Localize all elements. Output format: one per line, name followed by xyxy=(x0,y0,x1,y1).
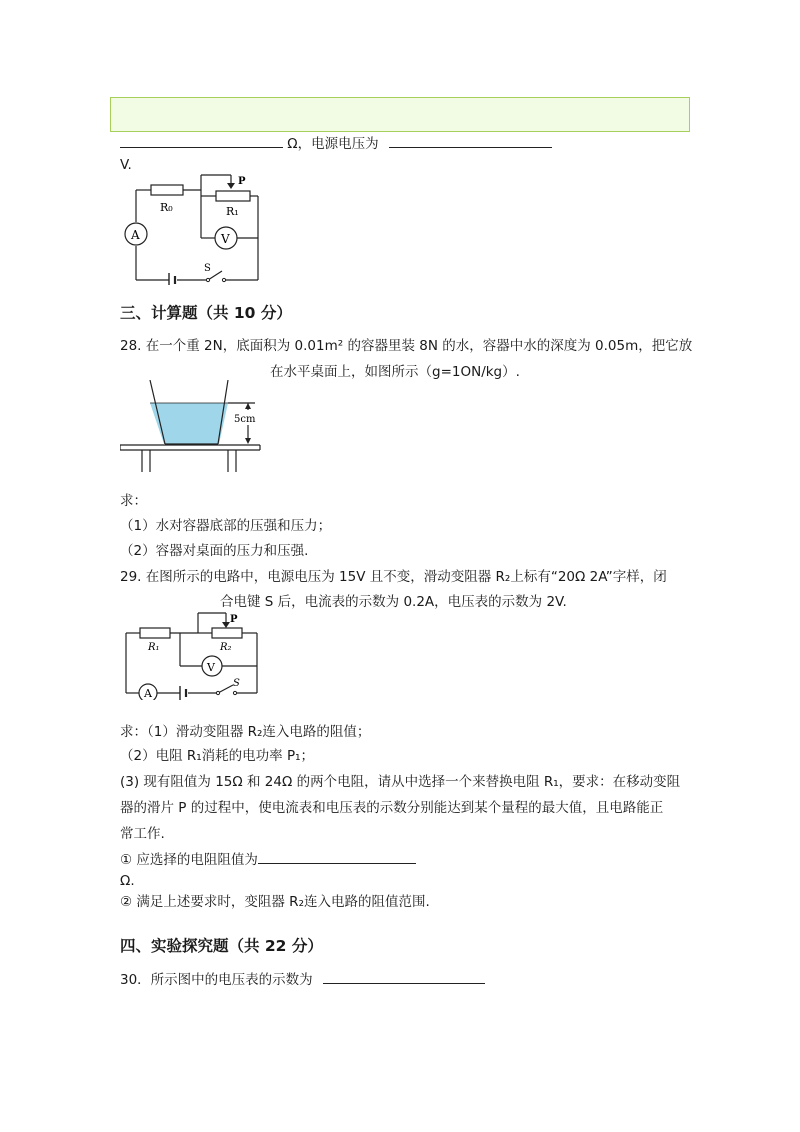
q29-item1-unit: Ω. xyxy=(120,873,135,889)
circuit-diagram-1 xyxy=(118,170,268,285)
q28-sub1: （1）水对容器底部的压强和压力； xyxy=(120,518,332,534)
answer-blank-voltmeter-reading[interactable] xyxy=(323,969,485,984)
q28-sub2: （2）容器对桌面的压力和压强. xyxy=(120,543,309,559)
slider-p-label: P xyxy=(238,176,246,187)
r1-label: R₁ xyxy=(226,205,239,218)
ammeter-label: A xyxy=(131,228,140,242)
slider-p-label-2: P xyxy=(230,614,238,625)
q28-line1: 28. 在一个重 2N，底面积为 0.01m² 的容器里装 8N 的水，容器中水的深度为 0.05m，把它放 xyxy=(120,338,693,354)
r0-label: R₀ xyxy=(160,201,173,214)
highlight-box xyxy=(110,97,690,132)
r2-label-2: R₂ xyxy=(220,642,232,653)
voltmeter-label: V xyxy=(221,232,230,246)
q30-text: 30．所示图中的电压表的示数为 xyxy=(120,972,313,988)
q29-line1: 29. 在图所示的电路中，电源电压为 15V 且不变，滑动变阻器 R₂上标有“20Ω 2A”字样，闭 xyxy=(120,569,667,585)
depth-label: 5cm xyxy=(234,414,256,425)
q28-ask: 求： xyxy=(120,493,147,509)
section-heading-3: 三、计算题（共 10 分） xyxy=(120,304,292,322)
q30-line xyxy=(120,969,485,989)
section-heading-4: 四、实验探究题（共 22 分） xyxy=(120,937,323,955)
q29-ask3-line1: (3) 现有阻值为 15Ω 和 24Ω 的两个电阻，请从中选择一个来替换电阻 R₁，要求：在移动变阻 xyxy=(120,774,681,790)
q29-ask3-line3: 常工作. xyxy=(120,826,165,842)
voltmeter-label-2: V xyxy=(207,661,215,674)
answer-blank-voltage[interactable] xyxy=(389,133,552,148)
container-figure xyxy=(120,380,262,472)
q27-answer-line xyxy=(120,133,552,153)
answer-blank-resistor-value[interactable] xyxy=(258,849,416,864)
ohm-text: Ω，电源电压为 xyxy=(287,136,379,152)
r1-label-2: R₁ xyxy=(148,642,160,653)
circuit-diagram-2 xyxy=(120,608,265,700)
volt-unit: V. xyxy=(120,157,132,173)
q29-ask3-line2: 器的滑片 P 的过程中，使电流表和电压表的示数分别能达到某个量程的最大值，且电路能正 xyxy=(120,800,664,816)
q29-item1 xyxy=(120,849,416,869)
switch-label: S xyxy=(204,263,211,274)
ammeter-label-2: A xyxy=(144,687,152,700)
answer-blank-resistance[interactable] xyxy=(120,133,283,148)
switch-label-2: S xyxy=(233,678,240,689)
q28-line2: 在水平桌面上，如图所示（g=1ON/kg）. xyxy=(270,364,520,380)
q29-ask1: 求：（1）滑动变阻器 R₂连入电路的阻值； xyxy=(120,724,371,740)
q29-line2: 合电键 S 后，电流表的示数为 0.2A，电压表的示数为 2V. xyxy=(220,594,567,610)
item1-text: ① 应选择的电阻阻值为 xyxy=(120,852,258,868)
q29-ask2: （2）电阻 R₁消耗的电功率 P₁； xyxy=(120,748,315,764)
q29-item2: ② 满足上述要求时，变阻器 R₂连入电路的阻值范围. xyxy=(120,894,430,910)
